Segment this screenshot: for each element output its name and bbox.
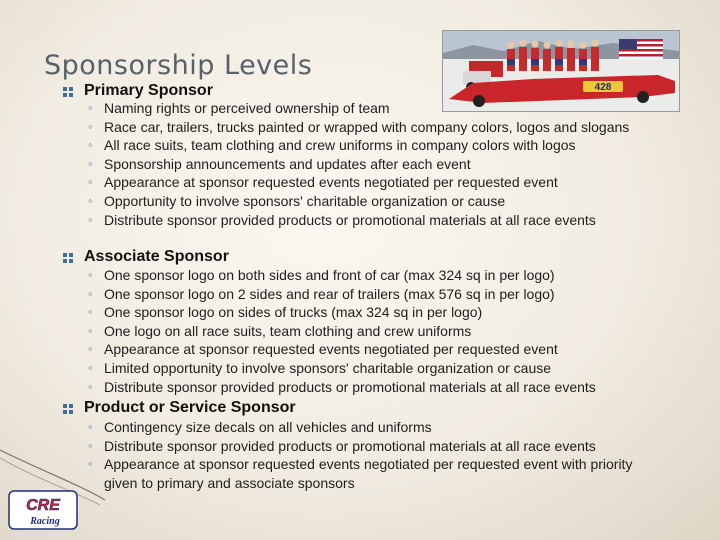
list-item: ◦ Opportunity to involve sponsors' charitable organization or cause [88, 192, 664, 211]
list-item: ◦ Appearance at sponsor requested events negotiated per requested event with priority given to primary and associate sponsors [88, 455, 664, 492]
list-item: ◦ Sponsorship announcements and updates after each event [88, 155, 664, 174]
bullet-list [88, 266, 664, 396]
list-item: ◦ Race car, trailers, trucks painted or wrapped with company colors, logos and slogans [88, 118, 664, 137]
section-heading: Associate Sponsor [84, 248, 229, 265]
bullet-list [88, 418, 664, 492]
slide-title: Sponsorship Levels [44, 50, 313, 81]
list-item: ◦ Contingency size decals on all vehicles and uniforms [88, 418, 664, 437]
bullet-list [88, 99, 664, 229]
cre-racing-logo [8, 490, 78, 530]
list-item: ◦ One sponsor logo on 2 sides and rear of trailers (max 576 sq in per logo) [88, 285, 664, 304]
list-item: ◦ Appearance at sponsor requested events negotiated per requested event [88, 173, 664, 192]
list-item: ◦ One sponsor logo on both sides and front of car (max 324 sq in per logo) [88, 266, 664, 285]
list-item: ◦ All race suits, team clothing and crew uniforms in company colors with logos [88, 136, 664, 155]
list-item: ◦ One sponsor logo on sides of trucks (max 324 sq in per logo) [88, 303, 664, 322]
logo-brand: CRE [26, 497, 60, 514]
list-item: ◦ One logo on all race suits, team clothing and crew uniforms [88, 322, 664, 341]
list-item: ◦ Distribute sponsor provided products or promotional materials at all race events [88, 211, 664, 230]
list-item: ◦ Appearance at sponsor requested events negotiated per requested event [88, 340, 664, 359]
section-heading: Primary Sponsor [84, 82, 213, 99]
list-item: ◦ Distribute sponsor provided products or promotional materials at all race events [88, 437, 664, 456]
list-item: ◦ Limited opportunity to involve sponsors' charitable organization or cause [88, 359, 664, 378]
section-bullet-icon [62, 403, 74, 415]
section-bullet-icon [62, 252, 74, 264]
logo-tagline: Racing [30, 516, 60, 527]
section-bullet-icon [62, 86, 74, 98]
list-item: ◦ Distribute sponsor provided products or promotional materials at all race events [88, 378, 664, 397]
car-number: 428 [594, 82, 612, 93]
list-item: ◦ Naming rights or perceived ownership of team [88, 99, 664, 118]
section-heading: Product or Service Sponsor [84, 399, 296, 416]
